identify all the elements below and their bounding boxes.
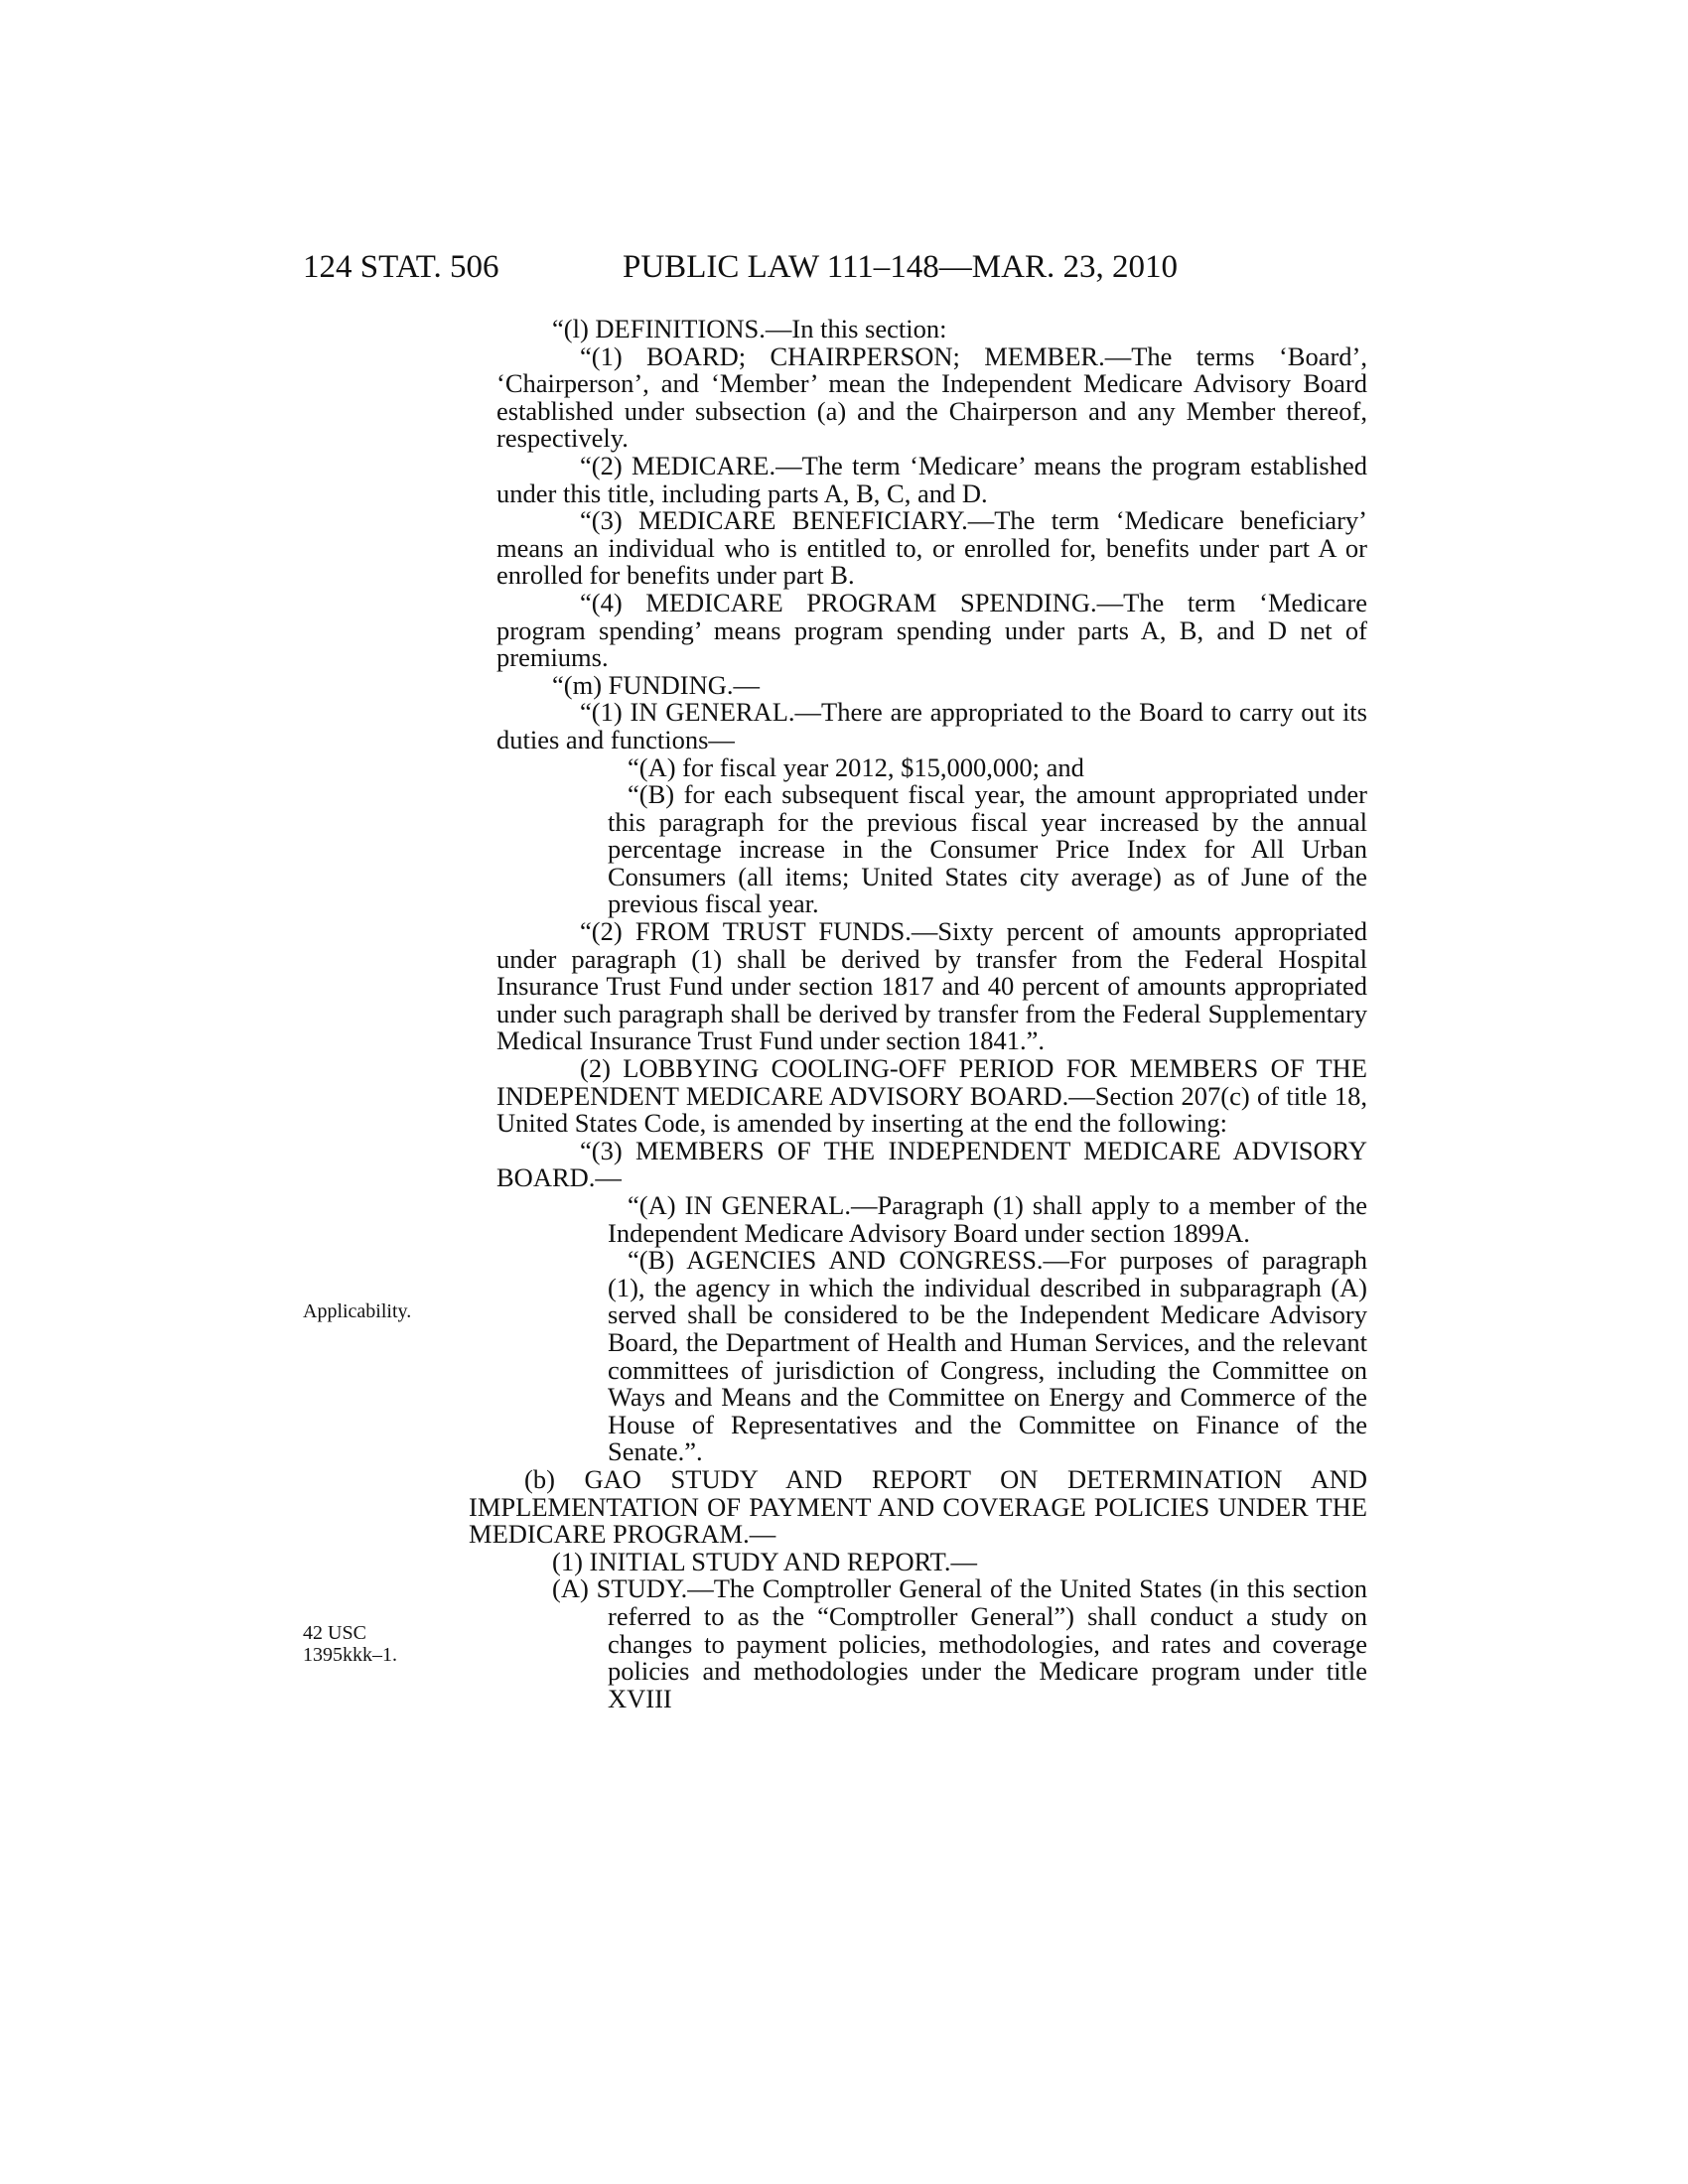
lobbying-cooling-off: (2) LOBBYING COOLING-OFF PERIOD FOR MEMBERS OF THE INDEPENDENT MEDICARE ADVISORY BOARD.—Section 207(c) of title 18, United States Code, is amended by inserting at the end the following:	[496, 1053, 1367, 1139]
margin-note-applicability: Applicability.	[303, 1300, 412, 1322]
funding-subsequent-years: “(B) for each subsequent fiscal year, the amount appropriated under this paragraph for the previous fiscal year increased by the annual percentage increase in the Consumer Price Index for All Urban Consumers (all items; United States city average) as of June of the previous fiscal year.	[608, 779, 1367, 919]
margin-note-usc-line1: 42 USC	[303, 1622, 366, 1644]
definition-medicare: “(2) MEDICARE.—The term ‘Medicare’ means the program established under this title, including parts A, B, C, and D.	[496, 450, 1367, 508]
funding-trust-funds: “(2) FROM TRUST FUNDS.—Sixty percent of amounts appropriated under paragraph (1) shall be derived by transfer from the Federal Hospital Insurance Trust Fund under section 1817 and 40 percent of amounts appropriated under such paragraph shall be derived by transfer from the Federal Supplementary Medical Insurance Trust Fund under section 1841.”.	[496, 916, 1367, 1056]
law-title: PUBLIC LAW 111–148—MAR. 23, 2010	[623, 249, 1178, 285]
members-imab-heading: “(3) MEMBERS OF THE INDEPENDENT MEDICARE ADVISORY BOARD.—	[496, 1135, 1367, 1193]
definition-program-spending: “(4) MEDICARE PROGRAM SPENDING.—The term ‘Medicare program spending’ means program spending under parts A, B, and D net of premiums.	[496, 587, 1367, 673]
agencies-and-congress: “(B) AGENCIES AND CONGRESS.—For purposes of paragraph (1), the agency in which the individual described in subparagraph (A) served shall be considered to be the Independent Medicare Advisory Board, the Department of Health and Human Services, and the relevant committees of jurisdiction of Congress, including the Committee on Ways and Means and the Committee on Energy and Commerce of the House of Representatives and the Committee on Finance of the Senate.”.	[608, 1245, 1367, 1467]
funding-fy2012: “(A) for fiscal year 2012, $15,000,000; and	[628, 751, 1084, 782]
definition-beneficiary: “(3) MEDICARE BENEFICIARY.—The term ‘Medicare beneficiary’ means an individual who is entitled to, or enrolled for, benefits under part A or enrolled for benefits under part B.	[496, 505, 1367, 591]
definition-board: “(1) BOARD; CHAIRPERSON; MEMBER.—The terms ‘Board’, ‘Chairperson’, and ‘Member’ mean the Independent Medicare Advisory Board established under subsection (a) and the Chairperson and any Member thereof, respectively.	[496, 341, 1367, 454]
page-header	[303, 244, 1367, 290]
page-reference: 124 STAT. 506	[303, 249, 499, 285]
study-paragraph: (A) STUDY.—The Comptroller General of the United States (in this section referred to as the “Comptroller General”) shall conduct a study on changes to payment policies, methodologies, and rates and coverage policies and methodologies under the Medicare program under title XVIII	[552, 1573, 1367, 1713]
funding-in-general: “(1) IN GENERAL.—There are appropriated to the Board to carry out its duties and functions—	[496, 697, 1367, 754]
margin-note-usc-line2: 1395kkk–1.	[303, 1644, 397, 1666]
members-in-general: “(A) IN GENERAL.—Paragraph (1) shall apply to a member of the Independent Medicare Advisory Board under section 1899A.	[608, 1190, 1367, 1248]
statute-body	[469, 314, 1367, 1713]
funding-heading: “(m) FUNDING.—	[552, 669, 761, 700]
initial-study-heading: (1) INITIAL STUDY AND REPORT.—	[552, 1546, 978, 1576]
definitions-heading: “(l) DEFINITIONS.—In this section:	[552, 314, 947, 343]
section-b-heading: (b) GAO STUDY AND REPORT ON DETERMINATION AND IMPLEMENTATION OF PAYMENT AND COVERAGE POLICIES UNDER THE MEDICARE PROGRAM.—	[469, 1463, 1367, 1550]
